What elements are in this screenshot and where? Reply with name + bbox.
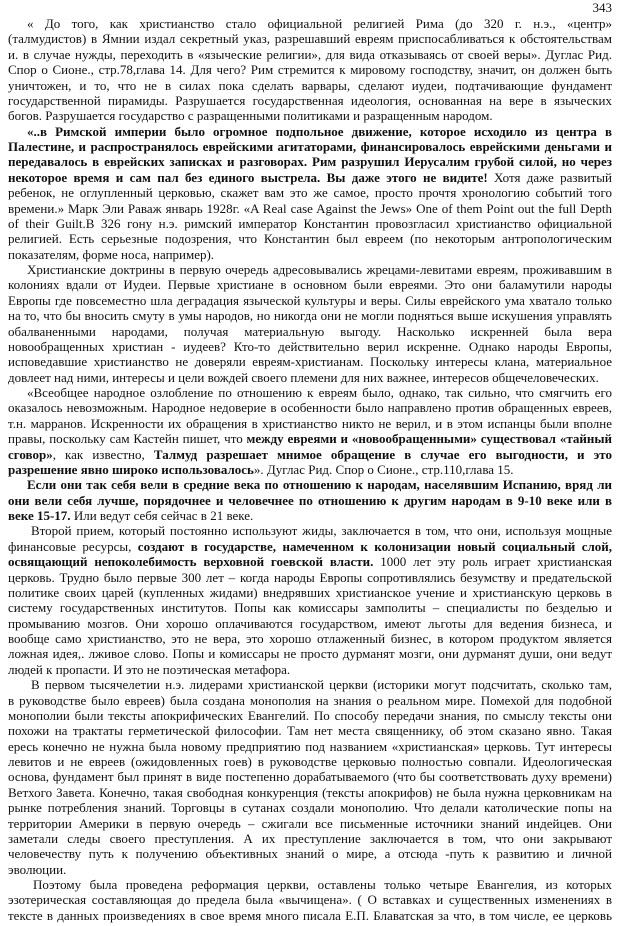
text-run: оказалось невозможным. Народное недоверие в особенности было направлено против обращенных евреев, xyxy=(8,400,612,416)
text-line xyxy=(8,693,612,708)
text-line xyxy=(8,293,612,308)
text-line xyxy=(8,93,612,108)
paragraph xyxy=(8,523,612,677)
text-line xyxy=(8,416,612,431)
text-run: Спор о Сионе., стр.78,глава 14. Для чего? Рим стремится к мировому господству, значит, он должен быть xyxy=(8,62,612,78)
text-run: Поэтому была проведена реформация церкви, оставлены только четыре Евангелия, из которых xyxy=(33,877,612,892)
text-line xyxy=(8,31,612,46)
text-run: промыванию мозгов. Они хорошо оплачиваются государством, имеют льготы для ведения бизнеса, и xyxy=(8,615,612,631)
text-run: т.н. марранов. Искренности их обращения в христианство никто не верил, и в этом испанцы были вполне xyxy=(8,415,612,431)
text-line xyxy=(8,308,612,323)
text-run: В первом тысячелетии н.э. лидерами христианской церкви (историки могут подсчитать, сколько там, xyxy=(31,677,612,693)
bold-text-run: между евреями и «новообращенными» существовал «тайный xyxy=(246,431,612,447)
text-run: ». Дуглас Рид. Спор о Сионе., стр.110,глава 15. xyxy=(253,461,514,477)
text-line xyxy=(8,800,612,815)
paragraph xyxy=(8,16,612,124)
text-run: территории Америки в первую очередь – сжигали все письменные источники знаний индейцев. Они xyxy=(8,815,612,831)
text-run: богов. Разрушается государство с разращенными политиками и разращенным народом. xyxy=(8,108,493,124)
text-line xyxy=(8,493,612,508)
text-run: религией. Есть серьезные подозрения, что Константин был евреем (по некоторым антропологическим xyxy=(8,231,612,247)
text-run: на то, что бы вносить смуту в умы народов, но никогда они не могли подняться выше искушения управлять xyxy=(8,308,612,324)
text-line xyxy=(8,554,612,569)
text-line xyxy=(8,631,612,646)
text-line xyxy=(8,277,612,292)
text-run: Европы где повсеместно шла деградация языческой культуры и веры. Силы еврейского ума хватало только xyxy=(8,292,612,308)
text-line xyxy=(8,231,612,246)
bold-text-run: освящающий непоколебимость верховной гоевской власти. xyxy=(8,554,374,570)
text-run: ересь конечно не нужна была новому предприятию под названием «христианская» церковь. Тут интересы xyxy=(8,738,612,754)
paragraph xyxy=(8,262,612,385)
text-line xyxy=(8,124,612,139)
bold-text-run: Если они так себя вели в средние века по отношению к народам, населявшим Испанию, вряд ли xyxy=(27,477,612,493)
text-line xyxy=(8,16,612,31)
text-run: Ветхого Завета. Конечно, такая свободная конкуренция (тексты апокрифов) не была нужна церковникам на xyxy=(8,784,612,800)
text-run: довлеет над ними, интересы и цели вождей своего племени для них важнее, интересов общечеловеческих. xyxy=(8,369,599,385)
text-line xyxy=(8,508,612,523)
bold-text-run: веке 15-17. xyxy=(8,508,71,523)
text-line xyxy=(8,754,612,769)
text-run: вообще само христианство, это не вера, это хорошо отлаженный бизнес, в котором продуктом является xyxy=(8,631,612,646)
text-run: основа, фундамент был принят в виде постепенно дорабатываемого (что бы соответствовать духу времени) xyxy=(8,769,612,785)
text-run: людей к пропасти. И это не поэтическая метафора. xyxy=(8,661,291,677)
text-run: ложная идея,. лживое слово. Попы и комиссары не просто дурманят мозги, они дурманят души, они ведут xyxy=(8,646,612,662)
text-line xyxy=(8,723,612,738)
text-line xyxy=(8,139,612,154)
text-body xyxy=(8,16,612,923)
text-run: (талмудистов) в Ямнии издал секретный указ, разрешавший евреям приспосабливаться к обстоятельствам xyxy=(8,31,612,47)
text-run: систему государственных институтов. Попы как комиссары замполиты – специалисты по безделью и xyxy=(8,600,612,616)
text-run: ребенок, не оглупленный церковью, скажет вам это же самое, просто прочтя хронологию событий того xyxy=(8,185,612,201)
paragraph xyxy=(8,677,612,877)
text-run: человечеству путь к получению объективных знаний о мире, а отсюда -путь к развитию и личной xyxy=(8,846,612,862)
paragraph xyxy=(8,877,612,923)
text-run: государственной пирамиды. Разрушается государственная идеология, основанная на вере в языческих xyxy=(8,92,612,108)
text-line xyxy=(8,385,612,400)
text-line xyxy=(8,354,612,369)
text-line xyxy=(8,708,612,723)
text-run: колониях вдали от Иудеи. Первые христиане в основном были евреями. Это они баламутили народы xyxy=(8,277,612,293)
text-line xyxy=(8,616,612,631)
text-line xyxy=(8,62,612,77)
bold-text-run: некоторое время и сам пал без единого выстрела. Вы даже этого не видите! xyxy=(8,169,488,185)
text-line xyxy=(8,462,612,477)
bold-text-run: создают в государстве, намеченном к колонизации новый социальный слой, xyxy=(137,538,612,554)
text-run: церковь. Трудно было первые 300 лет – когда народы Европы сопротивлялись безумству и предательской xyxy=(8,569,612,585)
text-run: of their Guilt.В 326 гону н.э. римский император Константин провозгласил христианство официальной xyxy=(8,215,612,231)
text-run: левитов и не евреев (ожидовленных гоев) в руководстве церковью полностью совпали. Идеологическая xyxy=(8,754,612,769)
text-line xyxy=(8,216,612,231)
text-line xyxy=(8,585,612,600)
text-line xyxy=(8,477,612,492)
text-line xyxy=(8,831,612,846)
text-run: эзотерическая составляющая до предела была «вычищена». ( О вставках и существенных изменениях в xyxy=(8,892,612,908)
bold-text-run: Талмуд разрешает мнимое обращение в случае его выгодности, и это xyxy=(153,446,612,462)
paragraph xyxy=(8,385,612,477)
text-run: монополии были тексты апокрифических Евангелий. По способу передачи знания, по смыслу тексты они xyxy=(8,707,612,723)
text-run: , как известно, xyxy=(52,446,154,462)
text-line xyxy=(8,816,612,831)
bold-text-run: Палестине, и распространялось еврейскими агитаторами, финансировалось еврейскими деньгами и xyxy=(8,139,612,154)
bold-text-run: сговор» xyxy=(8,446,53,462)
text-line xyxy=(8,570,612,585)
text-line xyxy=(8,47,612,62)
text-run: Христианские доктрины в первую очередь адресовывались жрецами-левитами евреям, проживавшим в xyxy=(27,262,612,277)
text-line xyxy=(8,431,612,446)
text-run: 1000 лет эту роль играет христианская xyxy=(373,554,612,570)
text-line xyxy=(8,846,612,861)
text-line xyxy=(8,892,612,907)
text-line xyxy=(8,108,612,123)
text-run: рынке потребления знаний. Торговцы в сутанах создали монополию. Что делали католические попы на xyxy=(8,800,612,816)
bold-text-run: «..в Римской империи было огромное подпольное движение, которое исходило из центра в xyxy=(27,123,612,139)
text-line xyxy=(8,877,612,892)
text-run: эволюции. xyxy=(8,861,67,877)
text-line xyxy=(8,170,612,185)
text-run: заметали следы своего преступления. А их преступление заключается в том, что они закрывают xyxy=(8,830,612,846)
text-line xyxy=(8,600,612,615)
text-line xyxy=(8,539,612,554)
text-line xyxy=(8,662,612,677)
text-run: Или ведут себя сейчас в 21 веке. xyxy=(70,508,254,523)
text-run: Второй прием, который постоянно используют жиды, заключается в том, что они, используя мощные xyxy=(31,523,612,539)
text-line xyxy=(8,247,612,262)
text-run: новообращенных христиан - иудеев? Кто-то действительно верил искренне. Однако народы Европы, xyxy=(8,338,612,354)
text-line xyxy=(8,370,612,385)
text-run: исповедавшие христианство не доверяли евреям-христианам. Поскольку интересы клана, материальное xyxy=(8,354,612,370)
text-run: финансовые ресурсы, xyxy=(8,538,138,554)
text-run: Хотя даже развитый xyxy=(487,169,612,185)
text-run: политике своих царей (купленных жидами) внедрявших христианское учение и христианскую церковь в xyxy=(8,584,612,600)
text-line xyxy=(8,262,612,277)
bold-text-run: они вели себя лучше, порядочнее и человечнее по отношению к другим народам в 9-10 веке или в xyxy=(8,492,612,508)
text-line xyxy=(8,523,612,538)
text-line xyxy=(8,785,612,800)
text-line xyxy=(8,862,612,877)
text-run: « До того, как христианство стало официальной религией Рима (до 320 г. н.э., «центр» xyxy=(27,16,612,31)
text-line xyxy=(8,739,612,754)
page-number: 343 xyxy=(592,0,612,15)
text-line xyxy=(8,447,612,462)
text-line xyxy=(8,201,612,216)
text-line xyxy=(8,908,612,923)
paragraph xyxy=(8,124,612,262)
text-run: тексте в данных произведениях в свое время много писала Е.П. Блаватская за что, в том числе, ее церковь xyxy=(8,907,612,923)
text-run: в руководстве было евреев) была создана монополия на знания о реальном мире. Помехой для подобной xyxy=(8,692,612,708)
text-line xyxy=(8,769,612,784)
text-run: показателям, форме носа, например). xyxy=(8,246,215,262)
bold-text-run: разрешение явно широко использовалось xyxy=(8,461,254,477)
text-run: обалваненными народами, получая материальную выгоду. Насколько искренней была вера xyxy=(8,323,612,339)
text-line xyxy=(8,185,612,200)
text-run: времени.» Марк Эли Раваж январь 1928г. «A Real case Against the Jews» One of them Point out the full Depth xyxy=(8,200,612,216)
text-run: похожи на трактаты герметической философии. Там нет места священнику, об этом сказано явно. Такая xyxy=(8,723,612,739)
text-line xyxy=(8,677,612,692)
text-line xyxy=(8,324,612,339)
text-line xyxy=(8,646,612,661)
text-run: «Всеобщее народное озлобление по отношению к евреям было, однако, так сильно, что смягчить его xyxy=(27,385,612,400)
text-run: и. в случае нужды, переходить в «языческие религии», для вида отказываясь от своей веры». Дуглас Рид. xyxy=(8,46,612,62)
text-line xyxy=(8,339,612,354)
text-run: правы, поскольку сам Кастейн пишет, что xyxy=(8,431,247,447)
bold-text-run: передавалось в еврейских записках и разговорах. Рим разрушил Иерусалим грубой силой, но через xyxy=(8,154,612,170)
text-line xyxy=(8,400,612,415)
paragraph xyxy=(8,477,612,523)
text-line xyxy=(8,78,612,93)
text-line xyxy=(8,154,612,169)
text-run: уничтожен, и то, что не в силах пока сделать варвары, сделают иудеи, подтачивающие фундамент xyxy=(8,77,612,93)
